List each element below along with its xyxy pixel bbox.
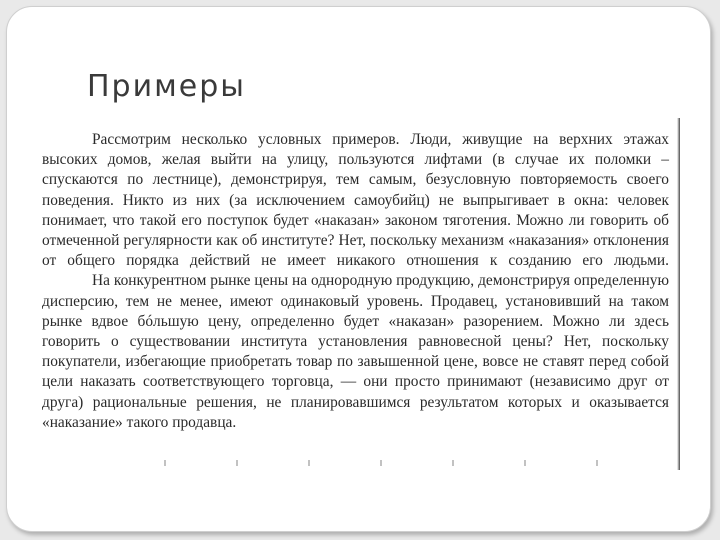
scan-artifact-marks [94, 460, 614, 466]
scan-edge-shadow [677, 118, 680, 470]
paragraph-lifts-example: Рассмотрим несколько условных примеров. Люди, живущие на верхних этажах высоких домов, желая выйти на улицу, пользуются лифтами (в случае их поломки – спускаются по лестнице), демонстрируя, тем самым, безусловную повторяемость своего поведения. Никто из них (за исключением самоубийц) не выпрыгивает в окна: человек понимает, что такой его поступок будет «наказан» законом тяготения. Можно ли говорить об отмеченной регулярности как об институте? Нет, поскольку механизм «наказания» отклонения от общего порядка действий не имеет никакого отношения к созданию его людьми. [42, 131, 669, 270]
paragraph-market-example: На конкурентном рынке цены на однородную продукцию, демонстрируя определенную дисперсию, тем не менее, имеют одинаковый уровень. Продавец, установивший на таком рынке вдвое бóльшую цену, определенно будет «наказан» разорением. Можно ли здесь говорить о существовании института установления равновесной цены? Нет, поскольку покупатели, избегающие приобретать товар по завышенной цене, вовсе не ставят перед собой цели наказать соответствующего торговца, — они просто принимают (независимо друг от друга) рациональные решения, не планировавшимся результатом которых и оказывается «наказание» такого продавца. [42, 272, 669, 431]
scanned-text-body [42, 130, 669, 433]
scanned-text-image [38, 118, 680, 470]
slide-title: Примеры [87, 69, 246, 104]
